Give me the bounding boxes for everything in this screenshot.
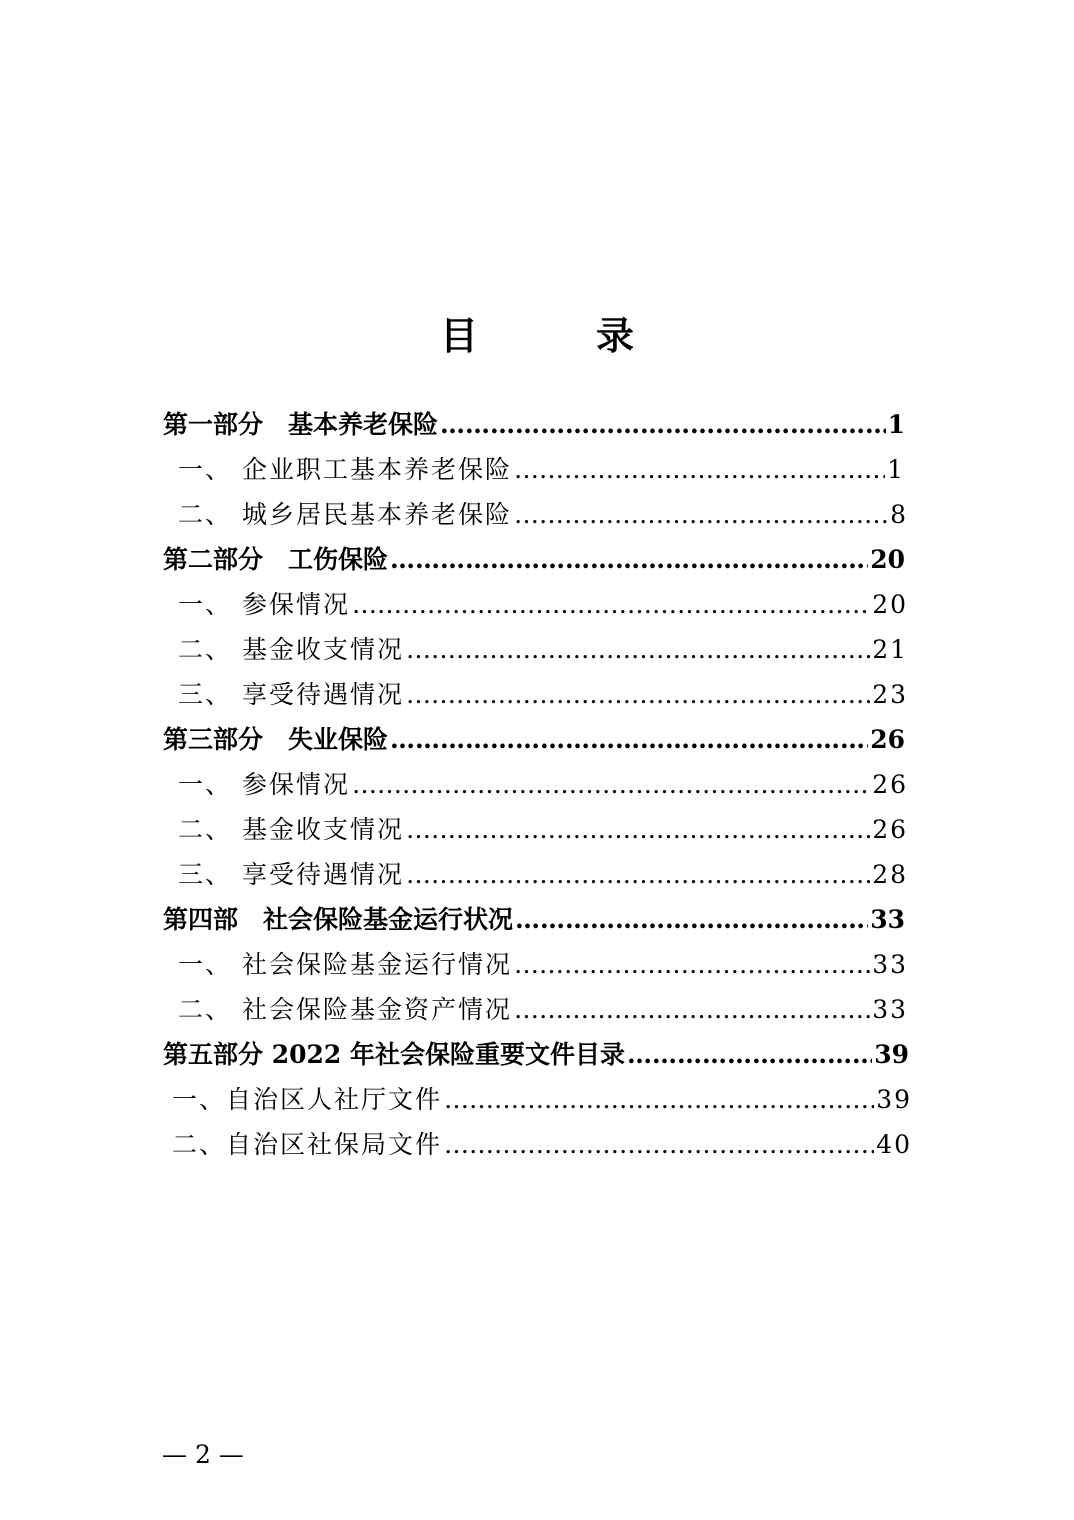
toc-entry-label: 第三部分 失业保险 (163, 725, 389, 754)
toc-entry[interactable] (178, 630, 908, 672)
toc-entry[interactable] (163, 540, 905, 582)
toc-entry-page: 33 (872, 995, 908, 1024)
toc-entry-label: 第一部分 基本养老保险 (163, 410, 439, 439)
toc-leader (352, 590, 870, 619)
toc-entry[interactable] (178, 945, 908, 987)
toc-leader (390, 545, 868, 574)
toc-entry[interactable] (178, 765, 908, 807)
toc-entry-page: 33 (870, 905, 905, 934)
toc-entry-label: 一、 参保情况 (178, 590, 350, 619)
toc-leader (390, 725, 868, 754)
toc-entry-page: 8 (890, 500, 908, 529)
toc-entry[interactable] (178, 855, 908, 897)
toc-leader (440, 410, 886, 439)
toc-entry[interactable] (163, 900, 905, 942)
toc-entry[interactable] (178, 675, 908, 717)
toc-leader (406, 680, 870, 709)
toc-leader (515, 905, 868, 934)
toc-entry[interactable] (163, 1035, 909, 1077)
toc-leader (514, 950, 870, 979)
toc-entry-page: 26 (870, 725, 905, 754)
toc-entry[interactable] (172, 1125, 912, 1167)
toc-entry-page: 20 (870, 545, 905, 574)
toc-entry[interactable] (163, 720, 905, 762)
page-number: — 2 — (162, 1440, 244, 1469)
toc-entry-page: 1 (887, 455, 905, 484)
toc-entry[interactable] (178, 990, 908, 1032)
toc-entry-page: 21 (872, 635, 908, 664)
toc-entry-label: 二、 基金收支情况 (178, 635, 404, 664)
toc-entry-label: 二、 社会保险基金资产情况 (178, 995, 512, 1024)
toc-entry[interactable] (178, 585, 908, 627)
toc-entry-label: 二、自治区社保局文件 (172, 1130, 443, 1159)
toc-entry[interactable] (178, 810, 908, 852)
toc-entry-label: 第五部分 2022 年社会保险重要文件目录 (163, 1040, 625, 1069)
toc-entry-page: 40 (876, 1130, 912, 1159)
toc-entry-page: 1 (887, 410, 905, 439)
toc-entry-page: 23 (872, 680, 908, 709)
toc-leader (514, 455, 885, 484)
toc-leader (514, 500, 888, 529)
toc-entry-label: 一、 社会保险基金运行情况 (178, 950, 512, 979)
toc-entry-page: 20 (872, 590, 908, 619)
toc-leader (352, 770, 870, 799)
toc-entry-label: 一、自治区人社厅文件 (172, 1085, 443, 1114)
toc-entry-page: 39 (876, 1085, 912, 1114)
toc-leader (444, 1085, 874, 1114)
toc-entry-label: 一、 企业职工基本养老保险 (178, 455, 512, 484)
toc-entry-page: 26 (872, 770, 908, 799)
toc-leader (406, 815, 870, 844)
toc-leader (444, 1130, 874, 1159)
toc-entry-page: 26 (872, 815, 908, 844)
toc-entry[interactable] (172, 1080, 912, 1122)
toc-entry[interactable] (178, 450, 905, 492)
toc-entry-label: 二、 基金收支情况 (178, 815, 404, 844)
page-title: 目 录 (439, 313, 674, 358)
toc-entry-page: 28 (872, 860, 908, 889)
toc-entry[interactable] (178, 495, 908, 537)
toc-entry-label: 二、 城乡居民基本养老保险 (178, 500, 512, 529)
toc-entry-label: 第二部分 工伤保险 (163, 545, 389, 574)
toc-entry-label: 一、 参保情况 (178, 770, 350, 799)
toc-entry-label: 第四部 社会保险基金运行状况 (163, 905, 514, 934)
toc-leader (406, 860, 870, 889)
toc-leader (406, 635, 870, 664)
toc-entry-page: 39 (874, 1040, 909, 1069)
toc-entry-label: 三、 享受待遇情况 (178, 860, 404, 889)
toc-entry-page: 33 (872, 950, 908, 979)
toc-leader (627, 1040, 872, 1069)
toc-entry[interactable] (163, 405, 905, 447)
toc-leader (514, 995, 870, 1024)
toc-entry-label: 三、 享受待遇情况 (178, 680, 404, 709)
